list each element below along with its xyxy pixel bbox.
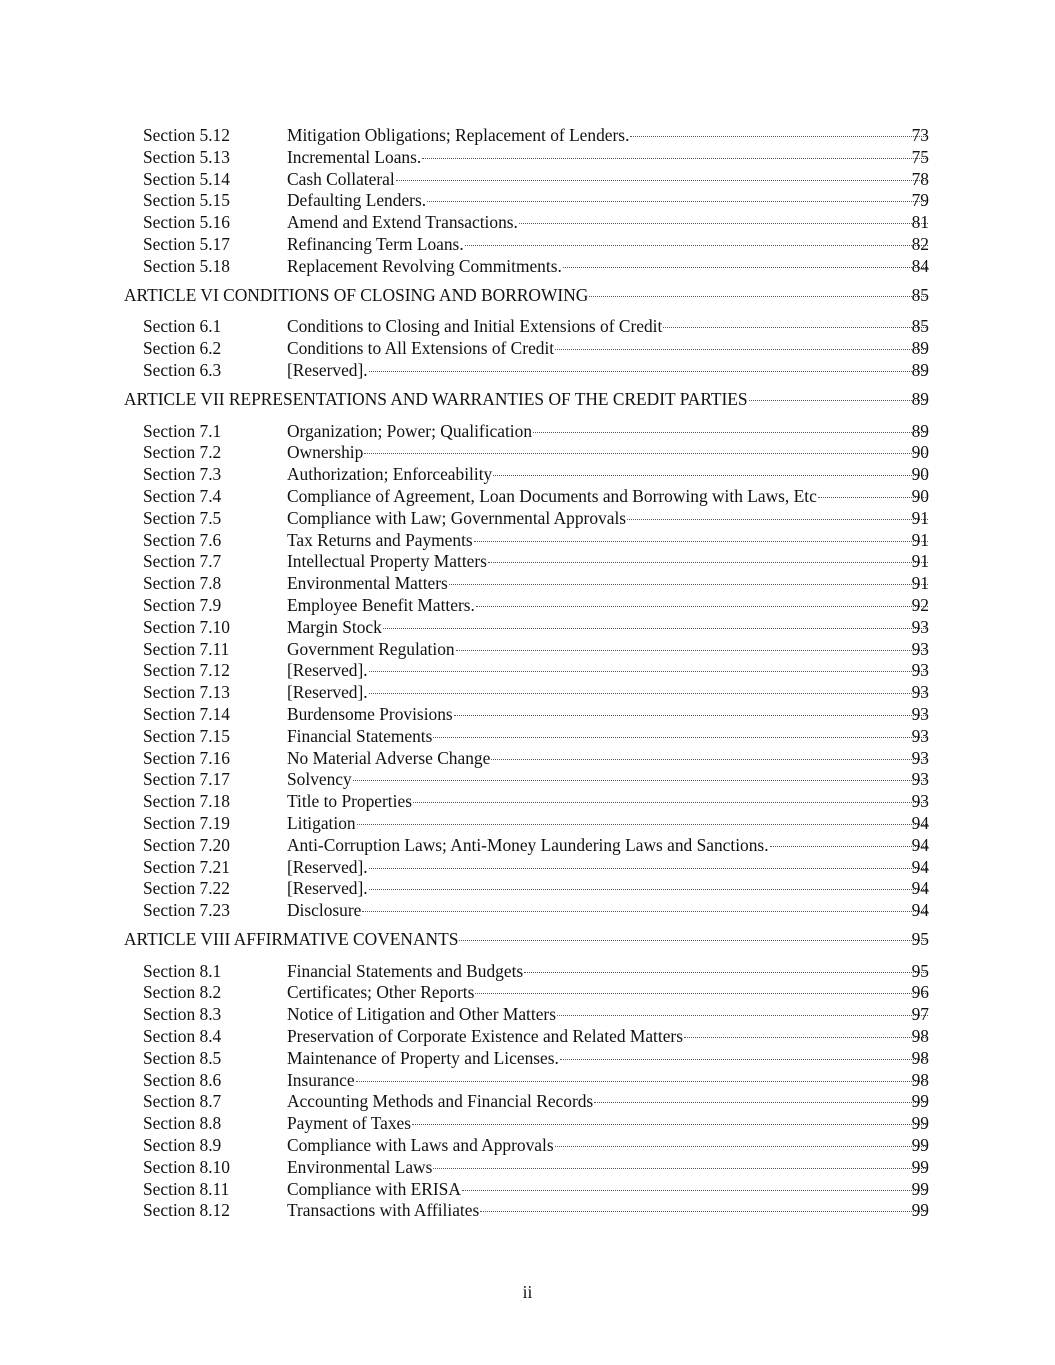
toc-section-entry[interactable] <box>0 486 1055 508</box>
dot-leader <box>433 737 928 738</box>
dot-leader <box>459 940 928 941</box>
section-label: Section 5.18 <box>143 255 230 276</box>
section-title-wrap <box>287 1179 929 1201</box>
dot-leader <box>369 693 928 694</box>
section-page-number: 91 <box>911 551 929 572</box>
dot-leader <box>770 846 928 847</box>
dot-leader <box>557 1015 928 1016</box>
dot-leader <box>369 371 928 372</box>
section-title-wrap <box>287 316 929 338</box>
section-label: Section 7.14 <box>143 703 230 724</box>
section-label: Section 8.9 <box>143 1135 222 1156</box>
section-label: Section 8.3 <box>143 1004 222 1025</box>
dot-leader <box>563 267 928 268</box>
section-page-number: 93 <box>911 682 929 703</box>
section-page-number: 98 <box>911 1047 929 1068</box>
section-page-number: 94 <box>911 878 929 899</box>
section-page-number: 91 <box>911 529 929 550</box>
dot-leader <box>456 650 928 651</box>
toc-article-entry[interactable] <box>0 285 1055 307</box>
dot-leader <box>488 562 928 563</box>
article-title-wrap <box>124 389 929 411</box>
section-title-wrap <box>287 835 929 857</box>
dot-leader <box>465 245 928 246</box>
article-group <box>0 389 1055 922</box>
dot-leader <box>555 1146 928 1147</box>
section-title: Organization; Power; Qualification <box>287 420 533 441</box>
section-label: Section 7.18 <box>143 791 230 812</box>
toc-section-entry[interactable] <box>0 748 1055 770</box>
section-title: Environmental Matters <box>287 573 448 594</box>
dot-leader <box>519 223 928 224</box>
section-label: Section 5.12 <box>143 125 230 145</box>
section-label: Section 7.23 <box>143 900 230 921</box>
section-page-number: 99 <box>911 1091 929 1112</box>
dot-leader <box>433 1168 928 1169</box>
section-title-wrap <box>287 486 929 508</box>
section-title-wrap <box>287 769 929 791</box>
section-title-wrap <box>287 639 929 661</box>
section-page-number: 99 <box>911 1200 929 1221</box>
section-label: Section 7.17 <box>143 769 230 790</box>
toc-section-entry[interactable] <box>0 813 1055 835</box>
section-title: Replacement Revolving Commitments. <box>287 255 562 276</box>
dot-leader <box>594 1102 928 1103</box>
section-title-wrap <box>287 147 929 169</box>
section-label: Section 7.9 <box>143 594 222 615</box>
toc-section-entry[interactable] <box>0 1070 1055 1092</box>
dot-leader <box>422 158 928 159</box>
section-label: Section 8.12 <box>143 1200 230 1221</box>
dot-leader <box>454 715 928 716</box>
toc-section-entry[interactable] <box>0 1048 1055 1070</box>
section-title-wrap <box>287 234 929 256</box>
toc-section-entry[interactable] <box>0 530 1055 552</box>
section-page-number: 96 <box>911 982 929 1003</box>
section-title-wrap <box>287 1091 929 1113</box>
section-label: Section 7.8 <box>143 573 222 594</box>
section-title-wrap <box>287 878 929 900</box>
section-title-wrap <box>287 857 929 879</box>
section-title-wrap <box>287 595 929 617</box>
section-title: Incremental Loans. <box>287 146 422 167</box>
section-title-wrap <box>287 900 929 922</box>
section-page-number: 93 <box>911 791 929 812</box>
dot-leader <box>357 824 928 825</box>
toc-section-entry[interactable] <box>0 982 1055 1004</box>
section-group <box>0 125 1055 278</box>
toc-section-entry[interactable] <box>0 878 1055 900</box>
section-title-wrap <box>287 1113 929 1135</box>
toc-section-entry[interactable] <box>0 442 1055 464</box>
dot-leader <box>555 349 928 350</box>
toc-section-entry[interactable] <box>0 835 1055 857</box>
section-label: Section 7.15 <box>143 725 230 746</box>
section-label: Section 5.13 <box>143 146 230 167</box>
section-title: Amend and Extend Transactions. <box>287 212 518 233</box>
section-label: Section 7.4 <box>143 485 222 506</box>
section-label: Section 7.20 <box>143 834 230 855</box>
section-title-wrap <box>287 617 929 639</box>
section-page-number: 93 <box>911 769 929 790</box>
section-title-wrap <box>287 813 929 835</box>
section-page-number: 94 <box>911 834 929 855</box>
section-page-number: 99 <box>911 1156 929 1177</box>
toc-section-entry[interactable] <box>0 961 1055 983</box>
section-title: [Reserved]. <box>287 856 368 877</box>
section-label: Section 5.14 <box>143 168 230 189</box>
section-title: Insurance <box>287 1069 355 1090</box>
section-page-number: 90 <box>911 442 929 463</box>
section-page-number: 94 <box>911 856 929 877</box>
section-page-number: 73 <box>911 125 929 145</box>
toc-section-entry[interactable] <box>0 464 1055 486</box>
section-title-wrap <box>287 1048 929 1070</box>
section-title: Conditions to Closing and Initial Extensions of Credit <box>287 316 663 337</box>
dot-leader <box>369 889 928 890</box>
section-page-number: 99 <box>911 1178 929 1199</box>
section-title: [Reserved]. <box>287 359 368 380</box>
page-number-footer: ii <box>522 1282 533 1302</box>
dot-leader <box>524 972 928 973</box>
toc-section-entry[interactable] <box>0 1200 1055 1222</box>
section-title-wrap <box>287 1157 929 1179</box>
section-title-wrap <box>287 726 929 748</box>
toc-section-entry[interactable] <box>0 1113 1055 1135</box>
toc-section-entry[interactable] <box>0 1179 1055 1201</box>
section-title-wrap <box>287 464 929 486</box>
section-page-number: 78 <box>911 168 929 189</box>
section-page-number: 97 <box>911 1004 929 1025</box>
section-page-number: 84 <box>911 255 929 276</box>
section-title: Financial Statements <box>287 725 433 746</box>
section-label: Section 8.2 <box>143 982 222 1003</box>
toc-section-entry[interactable] <box>0 1135 1055 1157</box>
section-page-number: 90 <box>911 485 929 506</box>
toc-section-entry[interactable] <box>0 190 1055 212</box>
section-title-wrap <box>287 791 929 813</box>
toc-article-entry[interactable] <box>0 389 1055 411</box>
section-page-number: 99 <box>911 1113 929 1134</box>
section-page-number: 92 <box>911 594 929 615</box>
dot-leader <box>462 1190 928 1191</box>
toc-section-entry[interactable] <box>0 704 1055 726</box>
section-title-wrap <box>287 660 929 682</box>
section-label: Section 8.11 <box>143 1178 230 1199</box>
dot-leader <box>396 180 928 181</box>
section-title-wrap <box>287 982 929 1004</box>
article-title: ARTICLE VII REPRESENTATIONS AND WARRANTIES OF THE CREDIT PARTIES <box>124 388 748 409</box>
section-title-wrap <box>287 360 929 382</box>
section-title: Cash Collateral <box>287 168 395 189</box>
section-title-wrap <box>287 1026 929 1048</box>
section-label: Section 8.4 <box>143 1026 222 1047</box>
section-title-wrap <box>287 1004 929 1026</box>
article-page-number: 95 <box>911 928 929 949</box>
article-title-wrap <box>124 929 929 951</box>
section-title: Accounting Methods and Financial Records <box>287 1091 594 1112</box>
section-label: Section 7.2 <box>143 442 222 463</box>
toc-section-entry[interactable] <box>0 551 1055 573</box>
section-page-number: 91 <box>911 507 929 528</box>
section-title-wrap <box>287 573 929 595</box>
article-page-number: 85 <box>911 284 929 305</box>
section-title-wrap <box>287 1070 929 1092</box>
dot-leader <box>362 911 928 912</box>
toc-section-entry[interactable] <box>0 726 1055 748</box>
section-label: Section 7.7 <box>143 551 222 572</box>
dot-leader <box>475 993 928 994</box>
toc-section-entry[interactable] <box>0 147 1055 169</box>
section-title: Preservation of Corporate Existence and Related Matters <box>287 1026 683 1047</box>
section-label: Section 5.17 <box>143 233 230 254</box>
section-title-wrap <box>287 421 929 443</box>
article-group <box>0 929 1055 1222</box>
section-label: Section 5.16 <box>143 212 230 233</box>
article-page-number: 89 <box>911 388 929 409</box>
section-label: Section 5.15 <box>143 190 230 211</box>
dot-leader <box>493 475 928 476</box>
toc-section-entry[interactable] <box>0 1026 1055 1048</box>
section-label: Section 8.10 <box>143 1156 230 1177</box>
toc-section-entry[interactable] <box>0 617 1055 639</box>
section-title: Refinancing Term Loans. <box>287 233 464 254</box>
section-title: Title to Properties <box>287 791 412 812</box>
toc-section-entry[interactable] <box>0 573 1055 595</box>
section-page-number: 89 <box>911 359 929 380</box>
toc-section-entry[interactable] <box>0 660 1055 682</box>
dot-leader <box>369 868 928 869</box>
section-label: Section 7.12 <box>143 660 230 681</box>
section-page-number: 89 <box>911 420 929 441</box>
section-page-number: 93 <box>911 616 929 637</box>
section-title-wrap <box>287 508 929 530</box>
section-title: Anti-Corruption Laws; Anti-Money Laundering Laws and Sanctions. <box>287 834 769 855</box>
section-page-number: 90 <box>911 464 929 485</box>
section-title: Authorization; Enforceability <box>287 464 493 485</box>
toc-section-entry[interactable] <box>0 234 1055 256</box>
section-title-wrap <box>287 961 929 983</box>
section-label: Section 7.3 <box>143 464 222 485</box>
section-title-wrap <box>287 704 929 726</box>
dot-leader <box>589 296 928 297</box>
dot-leader <box>356 1081 928 1082</box>
article-group <box>0 285 1055 382</box>
section-title: Environmental Laws <box>287 1156 433 1177</box>
dot-leader <box>749 400 928 401</box>
section-label: Section 8.7 <box>143 1091 222 1112</box>
toc-section-entry[interactable] <box>0 682 1055 704</box>
section-label: Section 8.6 <box>143 1069 222 1090</box>
section-page-number: 75 <box>911 146 929 167</box>
section-label: Section 7.21 <box>143 856 230 877</box>
toc-section-entry[interactable] <box>0 212 1055 234</box>
section-title: Compliance with Laws and Approvals <box>287 1135 554 1156</box>
section-title: Certificates; Other Reports <box>287 982 475 1003</box>
section-page-number: 82 <box>911 233 929 254</box>
section-page-number: 89 <box>911 338 929 359</box>
section-page-number: 93 <box>911 660 929 681</box>
toc-section-entry[interactable] <box>0 1091 1055 1113</box>
toc-section-entry[interactable] <box>0 316 1055 338</box>
section-page-number: 93 <box>911 747 929 768</box>
dot-leader <box>627 519 928 520</box>
dot-leader <box>560 1059 928 1060</box>
section-label: Section 7.11 <box>143 638 230 659</box>
toc-section-entry[interactable] <box>0 508 1055 530</box>
section-label: Section 6.3 <box>143 359 222 380</box>
toc-section-entry[interactable] <box>0 900 1055 922</box>
section-page-number: 93 <box>911 638 929 659</box>
section-label: Section 7.5 <box>143 507 222 528</box>
section-title: Financial Statements and Budgets <box>287 960 524 981</box>
table-of-contents <box>0 125 1055 1222</box>
section-title: Maintenance of Property and Licenses. <box>287 1047 559 1068</box>
toc-section-entry[interactable] <box>0 421 1055 443</box>
section-label: Section 7.22 <box>143 878 230 899</box>
section-title: [Reserved]. <box>287 878 368 899</box>
section-label: Section 6.2 <box>143 338 222 359</box>
toc-article-entry[interactable] <box>0 929 1055 951</box>
section-label: Section 7.1 <box>143 420 222 441</box>
toc-section-entry[interactable] <box>0 169 1055 191</box>
section-title: No Material Adverse Change <box>287 747 491 768</box>
toc-section-entry[interactable] <box>0 769 1055 791</box>
section-title: Litigation <box>287 812 356 833</box>
section-title: Compliance of Agreement, Loan Documents and Borrowing with Laws, Etc <box>287 485 817 506</box>
toc-section-entry[interactable] <box>0 595 1055 617</box>
section-title: Mitigation Obligations; Replacement of Lenders. <box>287 125 630 145</box>
section-page-number: 94 <box>911 812 929 833</box>
section-page-number: 91 <box>911 573 929 594</box>
section-title: Solvency <box>287 769 352 790</box>
section-title: Compliance with Law; Governmental Approvals <box>287 507 627 528</box>
section-title: Payment of Taxes <box>287 1113 412 1134</box>
section-title-wrap <box>287 551 929 573</box>
dot-leader <box>364 453 928 454</box>
section-title-wrap <box>287 190 929 212</box>
section-page-number: 94 <box>911 900 929 921</box>
section-title: Intellectual Property Matters <box>287 551 487 572</box>
section-title-wrap <box>287 338 929 360</box>
section-title: Disclosure <box>287 900 362 921</box>
toc-section-entry[interactable] <box>0 125 1055 147</box>
section-title-wrap <box>287 682 929 704</box>
dot-leader <box>684 1037 928 1038</box>
section-label: Section 8.8 <box>143 1113 222 1134</box>
section-title: [Reserved]. <box>287 660 368 681</box>
dot-leader <box>476 606 928 607</box>
section-page-number: 85 <box>911 316 929 337</box>
toc-section-entry[interactable] <box>0 1157 1055 1179</box>
section-page-number: 98 <box>911 1069 929 1090</box>
dot-leader <box>533 432 928 433</box>
section-label: Section 7.19 <box>143 812 230 833</box>
section-label: Section 8.1 <box>143 960 222 981</box>
section-title-wrap <box>287 212 929 234</box>
dot-leader <box>491 759 928 760</box>
dot-leader <box>412 1124 928 1125</box>
toc-section-entry[interactable] <box>0 360 1055 382</box>
section-title-wrap <box>287 748 929 770</box>
dot-leader <box>427 201 928 202</box>
dot-leader <box>369 671 928 672</box>
section-title: Employee Benefit Matters. <box>287 594 475 615</box>
section-label: Section 7.6 <box>143 529 222 550</box>
section-title: Transactions with Affiliates <box>287 1200 480 1221</box>
article-title: ARTICLE VIII AFFIRMATIVE COVENANTS <box>124 928 459 949</box>
dot-leader <box>630 136 928 137</box>
section-title-wrap <box>287 125 929 147</box>
section-label: Section 7.10 <box>143 616 230 637</box>
section-label: Section 6.1 <box>143 316 222 337</box>
section-title: Margin Stock <box>287 616 382 637</box>
section-page-number: 93 <box>911 703 929 724</box>
section-page-number: 95 <box>911 960 929 981</box>
section-label: Section 7.13 <box>143 682 230 703</box>
section-title: Ownership <box>287 442 364 463</box>
section-title: Tax Returns and Payments <box>287 529 473 550</box>
section-label: Section 7.16 <box>143 747 230 768</box>
section-page-number: 79 <box>911 190 929 211</box>
section-title: Notice of Litigation and Other Matters <box>287 1004 556 1025</box>
dot-leader <box>474 541 928 542</box>
section-title: Compliance with ERISA <box>287 1178 461 1199</box>
article-title: ARTICLE VI CONDITIONS OF CLOSING AND BORROWING <box>124 284 589 305</box>
dot-leader <box>413 802 928 803</box>
dot-leader <box>663 327 928 328</box>
section-title: [Reserved]. <box>287 682 368 703</box>
section-title-wrap <box>287 530 929 552</box>
dot-leader <box>353 780 928 781</box>
section-title: Defaulting Lenders. <box>287 190 427 211</box>
dot-leader <box>383 628 928 629</box>
dot-leader <box>480 1211 928 1212</box>
toc-section-entry[interactable] <box>0 1004 1055 1026</box>
section-title-wrap <box>287 256 929 278</box>
section-title-wrap <box>287 169 929 191</box>
section-page-number: 98 <box>911 1026 929 1047</box>
section-title: Burdensome Provisions <box>287 703 453 724</box>
toc-section-entry[interactable] <box>0 338 1055 360</box>
section-title-wrap <box>287 1200 929 1222</box>
section-page-number: 81 <box>911 212 929 233</box>
section-title: Government Regulation <box>287 638 455 659</box>
section-label: Section 8.5 <box>143 1047 222 1068</box>
section-title-wrap <box>287 442 929 464</box>
article-title-wrap <box>124 285 929 307</box>
toc-section-entry[interactable] <box>0 857 1055 879</box>
section-title-wrap <box>287 1135 929 1157</box>
dot-leader <box>449 584 928 585</box>
toc-section-entry[interactable] <box>0 639 1055 661</box>
toc-section-entry[interactable] <box>0 256 1055 278</box>
section-page-number: 99 <box>911 1135 929 1156</box>
section-title: Conditions to All Extensions of Credit <box>287 338 555 359</box>
toc-section-entry[interactable] <box>0 791 1055 813</box>
section-page-number: 93 <box>911 725 929 746</box>
